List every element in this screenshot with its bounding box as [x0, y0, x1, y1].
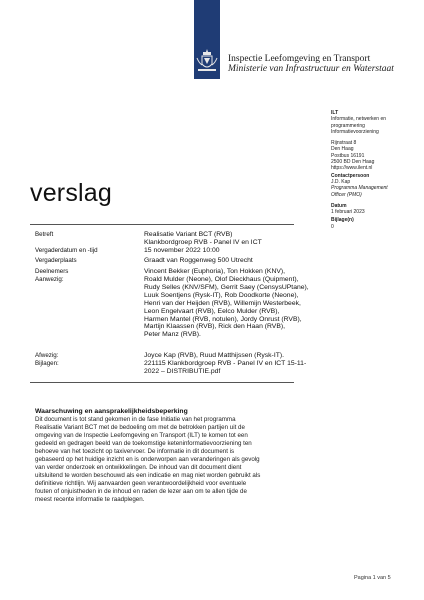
date-value: 1 februari 2023 [331, 209, 365, 216]
meta-value-line: Roald Mulder (Neone), Olof Dieckhaus (Quipment), [144, 276, 299, 283]
organisation-name [228, 54, 394, 74]
sidebar-org-abbr: ILT [331, 110, 339, 116]
meta-value-line: Vincent Bekker (Euphoria), Ton Hokken (KNV), [144, 268, 286, 275]
meta-label: Vergaderplaats [35, 257, 77, 264]
meta-label: Vergaderdatum en -tijd [35, 247, 98, 254]
meta-value-line: Peter Manz (RVB). [144, 331, 201, 339]
warning-heading: Waarschuwing en aansprakelijkheidsbeperking [35, 408, 188, 415]
sidebar-dept-line: programmering [331, 122, 365, 129]
meta-value-line: Harmen Mantel (RVB, notulen), Jordy Onrust (RVB), [144, 315, 302, 323]
sidebar-dept-line: Informatie, netwerken en [331, 116, 387, 123]
meta-value [144, 360, 330, 376]
government-logo [194, 0, 220, 79]
warning-line: van verder onderzoek en ontwikkelingen. De inhoud van dit document dient [35, 464, 242, 471]
coat-of-arms-icon [195, 47, 219, 75]
sidebar-address-line: Den Haag [331, 146, 354, 153]
meta-value [144, 257, 330, 265]
document-title: verslag [30, 179, 112, 207]
warning-text [35, 416, 305, 504]
divider [30, 224, 294, 225]
sidebar-dept-line: Informatievoorziening [331, 128, 379, 135]
warning-line: gedeeld en gedragen beeld van de toekomstige keteninformatievoorziening ten [35, 440, 252, 447]
sidebar-address-line: Rijnstraat 8 [331, 140, 357, 147]
sidebar-website-link[interactable]: https://www.ilent.nl [331, 165, 373, 172]
warning-line: omgeving van de Inspectie Leefomgeving en Transport (ILT) te komen tot een [35, 432, 248, 439]
meta-value-line: Graadt van Roggenweg 500 Utrecht [144, 257, 253, 264]
meta-label: Aanwezig: [35, 276, 64, 283]
attachments-label: Bijlage(n) [331, 217, 354, 224]
meta-value-line: Luuk Soentjens (Rysk-IT), Rob Doodkorte (Neone), [144, 291, 299, 299]
meta-value-line: Rudy Selles (KNV/SFM), Gerrit Saey (CensysUPtane), [144, 283, 309, 291]
divider [30, 382, 294, 383]
meta-value [144, 352, 330, 360]
org-name-line1: Inspectie Leefomgeving en Transport [228, 54, 371, 64]
warning-line: Realisatie Variant BCT met de bedoeling om met de betrokken partijen uit de [35, 424, 245, 431]
attachment-link[interactable]: 221115 Klankbordgroep RVB - Panel IV en ICT 15-11- [144, 360, 307, 367]
warning-line: uitsluitend te worden beschouwd als een indicatie en mag niet worden gebruikt als [35, 472, 261, 479]
attachments-value: 0 [331, 223, 334, 230]
meta-label: Afwezig: [35, 352, 59, 359]
meta-value [144, 268, 330, 276]
contact-label: Contactpersoon [331, 172, 370, 179]
page-number: Pagina 1 van 5 [354, 575, 391, 581]
warning-line: definitieve richtlijn. Wij aanvaarden geen verantwoordelijkheid voor eventuele [35, 480, 247, 487]
meta-label: Bijlagen: [35, 360, 59, 367]
warning-line: gebaseerd op het huidige inzicht en is onderworpen aan veranderingen als gevolg [35, 456, 260, 463]
meta-value [144, 276, 330, 339]
meta-value [144, 247, 330, 255]
meta-label: Betreft [35, 231, 54, 238]
sidebar-address-line: Postbus 16191 [331, 152, 365, 159]
meta-value-line: Realisatie Variant BCT (RVB) [144, 231, 233, 238]
warning-line: behoeve van het toezicht op taxivervoer. De informatie in dit document is [35, 448, 235, 455]
date-label: Datum [331, 202, 347, 209]
attachment-link[interactable]: 2022 – DISTRIBUTIE.pdf [144, 367, 221, 375]
meta-value-line: Joyce Kap (RVB), Ruud Matthijssen (Rysk-IT). [144, 352, 285, 359]
meta-value-line: 15 november 2022 10:00 [144, 247, 220, 254]
meta-label: Deelnemers [35, 268, 69, 275]
contact-role: Officer (PMO) [331, 191, 362, 198]
warning-line: meest recente informatie te raadplegen. [35, 496, 145, 503]
meta-value-line: Klankbordgroep RVB - Panel IV en ICT [144, 238, 262, 246]
meta-value-line: Martijn Klaassen (RVB), Rick den Haan (RVB), [144, 323, 286, 331]
warning-line: fouten of onjuistheden in de inhoud en raden de lezer aan om te allen tijde de [35, 488, 247, 495]
sidebar [331, 110, 421, 230]
meta-value [144, 231, 330, 247]
meta-value-line: Henri van der Heijden (RVB), Willemijn Westerbeek, [144, 299, 301, 307]
warning-line: Dit document is tot stand gekomen in de fase Initiatie van het programma [35, 416, 236, 423]
contact-role: Programma Management [331, 185, 388, 192]
contact-name: J.D. Kap [331, 178, 351, 185]
org-name-line2: Ministerie van Infrastructuur en Waterstaat [228, 64, 394, 74]
sidebar-address-line: 2500 BD Den Haag [331, 159, 375, 166]
meta-value-line: Leon Engelvaart (RVB), Eelco Mulder (RVB), [144, 307, 280, 315]
